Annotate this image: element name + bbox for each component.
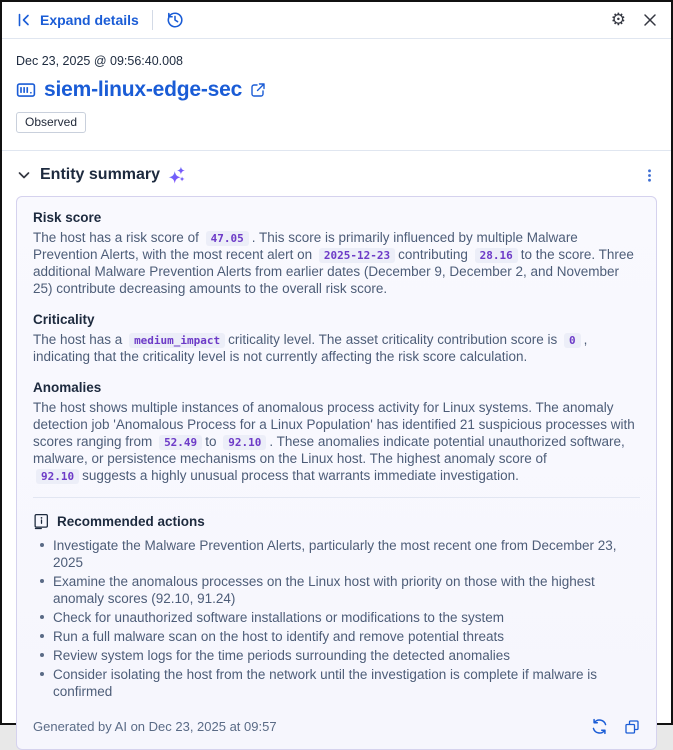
code-chip: medium_impact [129,333,225,348]
criticality-heading: Criticality [33,312,95,328]
recommended-actions-title: Recommended actions [57,514,205,530]
recommended-action-item: Examine the anomalous processes on the Linux host with priority on those with the highest anomaly scores (92.10, 91.24) [33,573,640,607]
recommended-actions-list [33,537,640,700]
more-options-icon[interactable] [642,168,657,183]
entity-summary-title[interactable]: Entity summary [40,166,161,184]
settings-gear-icon[interactable]: ⚙ [610,9,626,30]
header-divider [152,10,153,30]
open-entity-external-icon[interactable] [250,82,266,98]
recommended-action-item: Review system logs for the time periods surrounding the detected anomalies [33,647,640,664]
entity-summary-panel [16,196,657,750]
code-chip: 92.10 [36,469,79,484]
expand-details-button[interactable] [16,12,139,28]
regenerate-icon[interactable] [591,718,608,735]
criticality-text: The host has a medium_impact criticality level. The asset criticality contribution score is 0 , indicating that the criticality level is not currently affecting the risk score calculation. [33,332,588,365]
code-chip: 52.49 [159,435,202,450]
section-divider [2,150,671,151]
panel-footer [33,718,640,735]
entity-title-row [16,77,657,102]
copy-icon[interactable] [624,719,640,735]
recommended-action-item: Consider isolating the host from the network until the investigation is complete if malware is confirmed [33,666,640,700]
recommended-action-item: Run a full malware scan on the host to identify and remove potential threats [33,628,640,645]
generated-by-ai-note: Generated by AI on Dec 23, 2025 at 09:57 [33,719,277,735]
code-chip: 0 [564,333,581,348]
close-icon[interactable] [643,13,657,27]
event-timestamp: Dec 23, 2025 @ 09:56:40.008 [16,54,183,68]
history-icon[interactable] [166,11,184,29]
observed-badge: Observed [16,112,86,133]
entity-summary-header [16,166,657,184]
code-chip: 28.16 [475,248,518,263]
recommended-action-item: Investigate the Malware Prevention Alerts, particularly the most recent one from December 23, 2025 [33,537,640,571]
panel-divider [33,497,640,498]
risk-score-heading: Risk score [33,210,102,226]
expand-details-label: Expand details [40,12,139,28]
ai-sparkles-icon [168,166,186,184]
host-storage-icon [16,80,36,100]
flyout-header [2,2,671,39]
code-chip: 2025-12-23 [319,248,395,263]
entity-name-link[interactable]: siem-linux-edge-sec [44,78,243,101]
code-chip: 47.05 [206,231,249,246]
anomalies-heading: Anomalies [33,380,102,396]
chevron-down-icon[interactable] [16,167,32,183]
recommended-actions-header [33,513,640,530]
code-chip: 92.10 [223,435,266,450]
risk-score-text: The host has a risk score of 47.05 . This score is primarily influenced by multiple Malware Prevention Alerts, with the most recent alert on 2025-12-23 contributing 28.16 to the score. Three additional Malware Prevention Alerts from earlier dates (December 9, December 2, and November 25) contribute decreasing amounts to the overall risk score. [33,230,634,297]
documentation-icon [33,513,50,530]
anomalies-text: The host shows multiple instances of anomalous process activity for Linux systems. The anomaly detection job 'Anomalous Process for a Linux Population' has identified 21 suspicious processes with scores ranging from 52.49 to 92.10 . These anomalies indicate potential unauthorized software, malware, or persistence mechanisms on the Linux host. The highest anomaly score of 92.10 suggests a highly unusual process that warrants immediate investigation. [33,400,635,484]
recommended-action-item: Check for unauthorized software installations or modifications to the system [33,609,640,626]
collapse-left-icon [16,12,32,28]
